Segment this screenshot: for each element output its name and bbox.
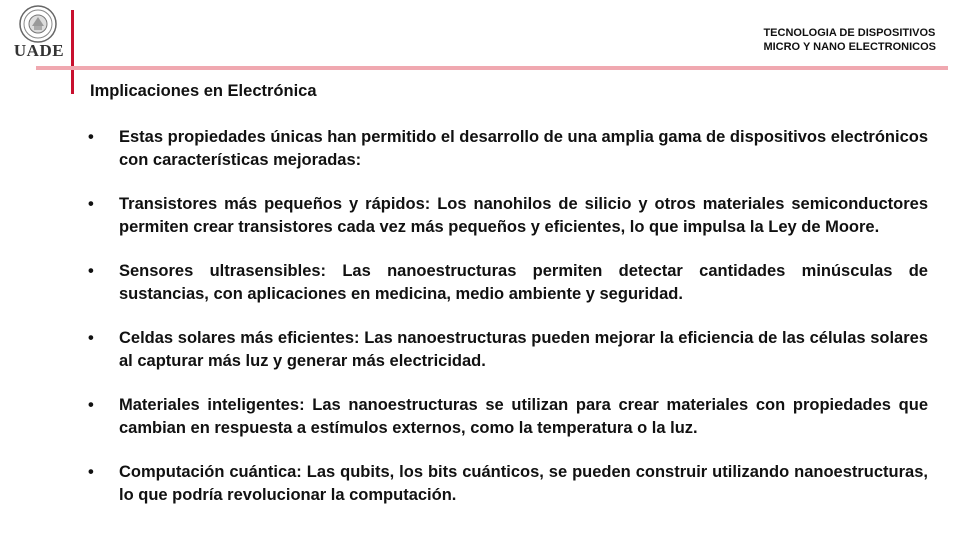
bullet-text: Sensores ultrasensibles: Las nanoestructuras permiten detectar cantidades minúsculas de sustancias, con aplicaciones en medicina, medio ambiente y seguridad.: [119, 262, 928, 303]
bullet-symbol: •: [88, 262, 94, 280]
bullet-item: [88, 260, 928, 305]
bullet-text: Materiales inteligentes: Las nanoestructuras se utilizan para crear materiales con propiedades que cambian en respuesta a estímulos externos, como la temperatura o la luz.: [119, 396, 928, 437]
bullet-item: [88, 327, 928, 372]
course-line-2: MICRO Y NANO ELECTRONICOS: [763, 41, 936, 53]
bullet-item: [88, 394, 928, 439]
bullet-symbol: •: [88, 195, 94, 213]
bullet-text: Computación cuántica: Las qubits, los bits cuánticos, se pueden construir utilizando nanoestructuras, lo que podría revolucionar la computación.: [119, 463, 928, 504]
header-vertical-divider: [71, 10, 74, 94]
bullet-symbol: •: [88, 128, 94, 146]
bullet-symbol: •: [88, 396, 94, 414]
bullet-symbol: •: [88, 463, 94, 481]
bullet-item: [88, 126, 928, 171]
bullet-item: [88, 461, 928, 506]
header-horizontal-divider: [36, 66, 948, 70]
university-seal-icon: [18, 4, 58, 44]
course-line-1: TECNOLOGIA DE DISPOSITIVOS: [763, 27, 936, 39]
university-logo: [6, 4, 68, 60]
bullet-text: Transistores más pequeños y rápidos: Los nanohilos de silicio y otros materiales semiconductores permiten crear transistores cada vez más pequeños y eficientes, lo que impulsa la Ley de Moore.: [119, 195, 928, 236]
bullet-text: Celdas solares más eficientes: Las nanoestructuras pueden mejorar la eficiencia de las células solares al capturar más luz y generar más electricidad.: [119, 329, 928, 370]
bullet-text: Estas propiedades únicas han permitido el desarrollo de una amplia gama de dispositivos electrónicos con características mejoradas:: [119, 128, 928, 169]
bullet-symbol: •: [88, 329, 94, 347]
logo-text: UADE: [13, 41, 65, 60]
course-name: [763, 26, 936, 54]
slide-title: Implicaciones en Electrónica: [90, 82, 317, 100]
bullet-item: [88, 193, 928, 238]
bullet-list: [88, 126, 928, 506]
